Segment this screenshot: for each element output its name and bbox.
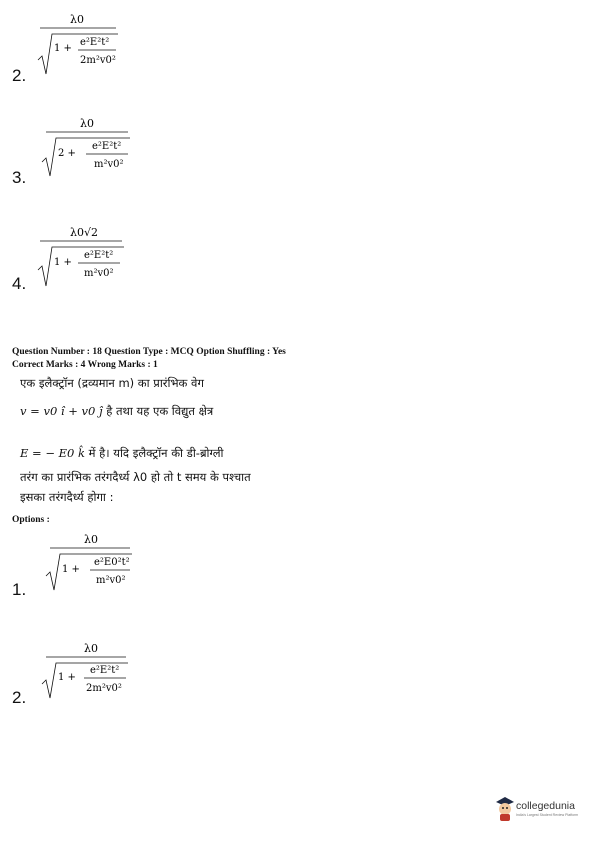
inner-denominator: m²v0² (94, 159, 124, 170)
formula (36, 10, 126, 84)
formula-numerator: λ0 (70, 13, 84, 26)
inner-numerator: e²E²t² (92, 141, 122, 152)
formula-numerator: λ0 (80, 117, 94, 130)
formula-svg (40, 640, 135, 710)
question-text-line-3-tail: में है। यदि इलैक्ट्रॉन की डी-ब्रोग्ली (88, 446, 224, 460)
inner-numerator: e²E²t² (84, 250, 114, 261)
formula (40, 114, 135, 188)
velocity-expression: v = v0 î + v0 ĵ (20, 404, 103, 418)
inner-numerator: e²E0²t² (94, 557, 130, 568)
question-text-line-4: तरंग का प्रारंभिक तरंगदैर्ध्य λ0 हो तो t समय के पश्चात (20, 470, 251, 484)
option-number: 3. (12, 168, 27, 187)
inner-denominator: m²v0² (96, 575, 126, 586)
option-number: 2. (12, 66, 27, 85)
radicand-lead: 1 + (54, 257, 72, 268)
formula-svg (40, 114, 135, 184)
inner-denominator: m²v0² (84, 268, 114, 279)
question-text-line-2-tail: है तथा यह एक विद्युत क्षेत्र (106, 404, 214, 418)
formula-numerator: λ0 (84, 642, 98, 655)
formula (36, 222, 131, 296)
formula-svg (44, 530, 139, 600)
inner-denominator: 2m²v0² (86, 683, 122, 694)
logo-name: collegedunia (516, 800, 575, 812)
question-marks: Correct Marks : 4 Wrong Marks : 1 (12, 360, 158, 370)
question-text-line-1: एक इलैक्ट्रॉन (द्रव्यमान m) का प्रारंभिक वेग (20, 376, 204, 390)
question-text-line-5: इसका तरंगदैर्ध्य होगा : (20, 490, 114, 504)
logo-tagline: India's Largest Student Review Platform (516, 813, 579, 817)
inner-numerator: e²E²t² (80, 37, 110, 48)
inner-denominator: 2m²v0² (80, 55, 116, 66)
radicand-lead: 1 + (62, 564, 80, 575)
radicand-lead: 2 + (58, 148, 76, 159)
option-2-top (10, 10, 120, 85)
field-expression: E = − E0 k̂ (20, 446, 85, 460)
option-3-top (10, 114, 130, 186)
question-header: Question Number : 18 Question Type : MCQ Option Shuffling : Yes (12, 347, 286, 357)
formula-svg (36, 10, 126, 80)
formula (40, 640, 135, 714)
radicand-lead: 1 + (54, 43, 72, 54)
radicand-lead: 1 + (58, 672, 76, 683)
option-1[interactable] (10, 530, 140, 602)
formula (44, 530, 139, 604)
option-number: 4. (12, 274, 27, 293)
collegedunia-logo[interactable] (494, 794, 584, 824)
option-4-top (10, 222, 130, 294)
option-2[interactable] (10, 640, 140, 712)
formula-svg (36, 222, 131, 292)
formula-numerator: λ0 (84, 533, 98, 546)
option-number: 2. (12, 688, 27, 707)
question-text-line-2 (20, 404, 213, 419)
mascot-icon (494, 794, 516, 822)
question-text-line-3 (20, 446, 224, 461)
option-number: 1. (12, 580, 27, 599)
options-label: Options : (12, 515, 50, 525)
inner-numerator: e²E²t² (90, 665, 120, 676)
formula-numerator: λ0√2 (70, 226, 98, 239)
